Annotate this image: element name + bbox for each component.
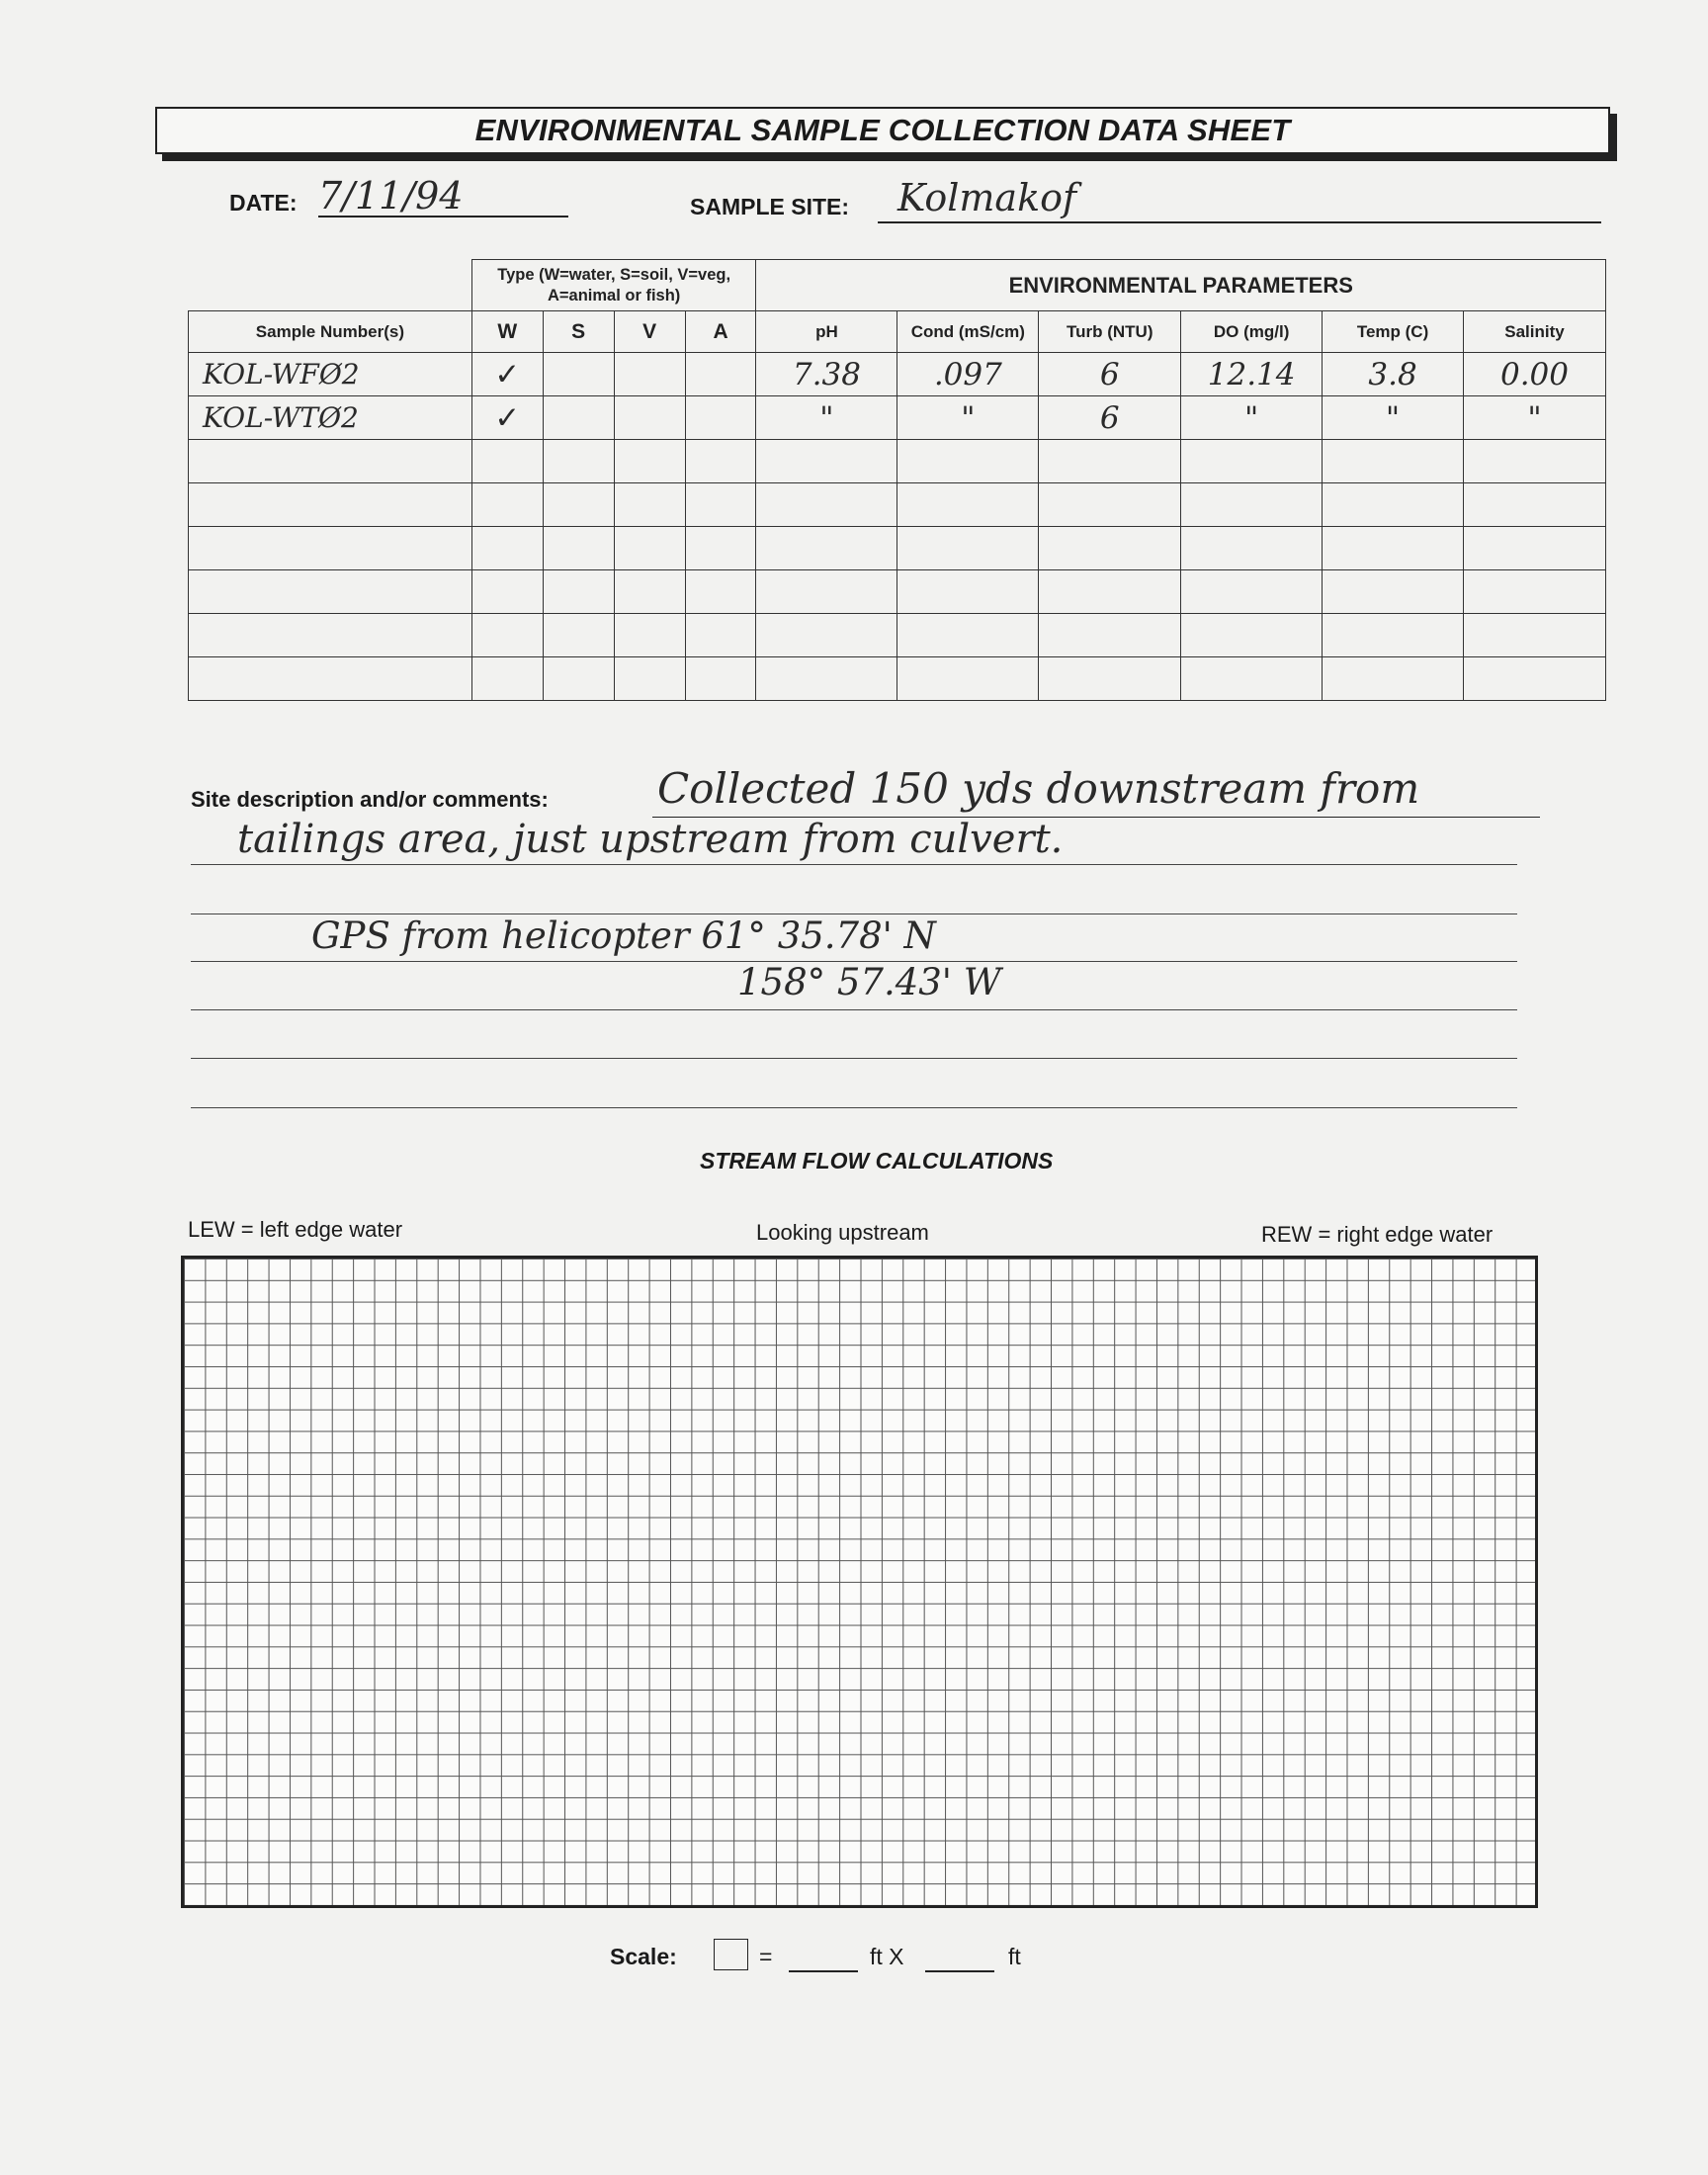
cell-salinity[interactable] [1464, 657, 1606, 701]
cell-a[interactable] [685, 527, 756, 570]
cell-do[interactable] [1181, 657, 1323, 701]
scale-label: Scale: [610, 1944, 677, 1969]
cell-temp[interactable] [1323, 440, 1464, 483]
cell-salinity[interactable]: 0.00 [1464, 353, 1606, 396]
cell-w[interactable] [471, 440, 543, 483]
comments-line-5 [191, 1009, 1517, 1010]
cell-w[interactable] [471, 527, 543, 570]
cell-a[interactable] [685, 657, 756, 701]
comment-text-2[interactable]: tailings area, just upstream from culvert. [237, 817, 1064, 862]
col-header-v: V [614, 311, 685, 353]
cell-cond[interactable] [897, 440, 1039, 483]
looking-upstream-label: Looking upstream [756, 1220, 929, 1245]
comment-text-4[interactable]: 158° 57.43' W [737, 961, 1001, 1003]
sample-site-value[interactable]: Kolmakof [897, 176, 1077, 219]
scale-ft-x: ft X [870, 1944, 904, 1969]
type-header: Type (W=water, S=soil, V=veg, A=animal or fish) [471, 260, 756, 311]
cell-do[interactable] [1181, 570, 1323, 614]
cell-sample-number[interactable] [189, 440, 472, 483]
cell-sample-number[interactable] [189, 657, 472, 701]
cell-sample-number[interactable]: KOL-WFØ2 [189, 353, 472, 396]
cell-v[interactable] [614, 570, 685, 614]
table-row [189, 440, 1606, 483]
date-label: DATE: [229, 190, 298, 216]
cell-a[interactable] [685, 483, 756, 527]
cell-temp[interactable] [1323, 483, 1464, 527]
table-row [189, 483, 1606, 527]
cell-w[interactable] [471, 657, 543, 701]
cell-w[interactable] [471, 570, 543, 614]
cell-do[interactable]: " [1181, 396, 1323, 440]
stream-flow-grid[interactable] [181, 1256, 1538, 1908]
scale-square[interactable] [714, 1939, 748, 1970]
cell-v[interactable] [614, 353, 685, 396]
cell-turb[interactable]: 6 [1039, 396, 1181, 440]
cell-s[interactable] [543, 570, 614, 614]
cell-turb[interactable] [1039, 657, 1181, 701]
cell-turb[interactable] [1039, 527, 1181, 570]
cell-sample-number[interactable] [189, 570, 472, 614]
cell-do[interactable]: 12.14 [1181, 353, 1323, 396]
cell-s[interactable] [543, 353, 614, 396]
comments-line-6 [191, 1058, 1517, 1059]
cell-do[interactable] [1181, 440, 1323, 483]
cell-a[interactable] [685, 440, 756, 483]
cell-salinity[interactable] [1464, 440, 1606, 483]
cell-v[interactable] [614, 440, 685, 483]
col-header-a: A [685, 311, 756, 353]
cell-sample-number[interactable]: KOL-WTØ2 [189, 396, 472, 440]
cell-do[interactable] [1181, 614, 1323, 657]
cell-s[interactable] [543, 440, 614, 483]
table-row [189, 396, 1606, 440]
cell-salinity[interactable]: " [1464, 396, 1606, 440]
comments-line-2 [191, 864, 1517, 865]
cell-w[interactable]: ✓ [471, 396, 543, 440]
cell-ph[interactable] [756, 614, 897, 657]
cell-cond[interactable] [897, 614, 1039, 657]
date-value[interactable]: 7/11/94 [318, 174, 464, 218]
cell-ph[interactable] [756, 527, 897, 570]
cell-ph[interactable] [756, 570, 897, 614]
cell-salinity[interactable] [1464, 614, 1606, 657]
cell-ph[interactable]: 7.38 [756, 353, 897, 396]
cell-s[interactable] [543, 657, 614, 701]
cell-turb[interactable] [1039, 483, 1181, 527]
cell-sample-number[interactable] [189, 527, 472, 570]
cell-do[interactable] [1181, 483, 1323, 527]
col-header-s: S [543, 311, 614, 353]
cell-w[interactable] [471, 483, 543, 527]
cell-cond[interactable] [897, 483, 1039, 527]
rew-label: REW = right edge water [1261, 1222, 1494, 1247]
col-header-ph: pH [756, 311, 897, 353]
col-header-temp: Temp (C) [1323, 311, 1464, 353]
comments-label: Site description and/or comments: [191, 787, 549, 812]
cell-v[interactable] [614, 527, 685, 570]
cell-temp[interactable] [1323, 527, 1464, 570]
col-header-sample-number: Sample Number(s) [189, 311, 472, 353]
cell-v[interactable] [614, 483, 685, 527]
comment-text-3[interactable]: GPS from helicopter 61° 35.78' N [311, 914, 936, 957]
cell-ph[interactable] [756, 483, 897, 527]
scale-ft: ft [1008, 1944, 1021, 1969]
title-banner [155, 107, 1610, 154]
cell-turb[interactable] [1039, 440, 1181, 483]
cell-cond[interactable] [897, 570, 1039, 614]
scale-blank-2[interactable] [925, 1970, 994, 1972]
cell-salinity[interactable] [1464, 527, 1606, 570]
col-header-do: DO (mg/l) [1181, 311, 1323, 353]
col-header-cond: Cond (mS/cm) [897, 311, 1039, 353]
cell-v[interactable] [614, 657, 685, 701]
col-header-w: W [471, 311, 543, 353]
table-row [189, 353, 1606, 396]
table-row [189, 614, 1606, 657]
cell-temp[interactable] [1323, 570, 1464, 614]
cell-a[interactable] [685, 570, 756, 614]
scale-equals: = [759, 1944, 773, 1969]
table-row [189, 657, 1606, 701]
cell-sample-number[interactable] [189, 614, 472, 657]
page-title: ENVIRONMENTAL SAMPLE COLLECTION DATA SHEET [474, 113, 1291, 147]
comments-line-7 [191, 1107, 1517, 1108]
cell-do[interactable] [1181, 527, 1323, 570]
env-params-header: ENVIRONMENTAL PARAMETERS [756, 260, 1606, 311]
cell-ph[interactable]: " [756, 396, 897, 440]
cell-sample-number[interactable] [189, 483, 472, 527]
cell-ph[interactable] [756, 657, 897, 701]
lew-label: LEW = left edge water [188, 1217, 403, 1242]
cell-temp[interactable] [1323, 614, 1464, 657]
table-row [189, 527, 1606, 570]
cell-s[interactable] [543, 614, 614, 657]
cell-cond[interactable]: " [897, 396, 1039, 440]
cell-s[interactable] [543, 527, 614, 570]
cell-v[interactable] [614, 614, 685, 657]
stream-flow-title: STREAM FLOW CALCULATIONS [700, 1148, 1054, 1174]
cell-salinity[interactable] [1464, 570, 1606, 614]
cell-s[interactable] [543, 483, 614, 527]
cell-ph[interactable] [756, 440, 897, 483]
cell-cond[interactable]: .097 [897, 353, 1039, 396]
cell-a[interactable] [685, 396, 756, 440]
cell-turb[interactable] [1039, 570, 1181, 614]
col-header-salinity: Salinity [1464, 311, 1606, 353]
cell-salinity[interactable] [1464, 483, 1606, 527]
comment-text-1[interactable]: Collected 150 yds downstream from [657, 764, 1420, 813]
sample-table [188, 259, 1606, 704]
cell-a[interactable] [685, 614, 756, 657]
cell-temp[interactable]: 3.8 [1323, 353, 1464, 396]
cell-a[interactable] [685, 353, 756, 396]
col-header-turb: Turb (NTU) [1039, 311, 1181, 353]
cell-turb[interactable] [1039, 614, 1181, 657]
sample-site-label: SAMPLE SITE: [690, 194, 850, 219]
cell-cond[interactable] [897, 657, 1039, 701]
cell-turb[interactable]: 6 [1039, 353, 1181, 396]
sample-site-underline [878, 221, 1601, 223]
scale-blank-1[interactable] [789, 1970, 858, 1972]
cell-v[interactable] [614, 396, 685, 440]
cell-temp[interactable]: " [1323, 396, 1464, 440]
cell-s[interactable] [543, 396, 614, 440]
cell-temp[interactable] [1323, 657, 1464, 701]
cell-w[interactable]: ✓ [471, 353, 543, 396]
cell-cond[interactable] [897, 527, 1039, 570]
table-row [189, 570, 1606, 614]
cell-w[interactable] [471, 614, 543, 657]
